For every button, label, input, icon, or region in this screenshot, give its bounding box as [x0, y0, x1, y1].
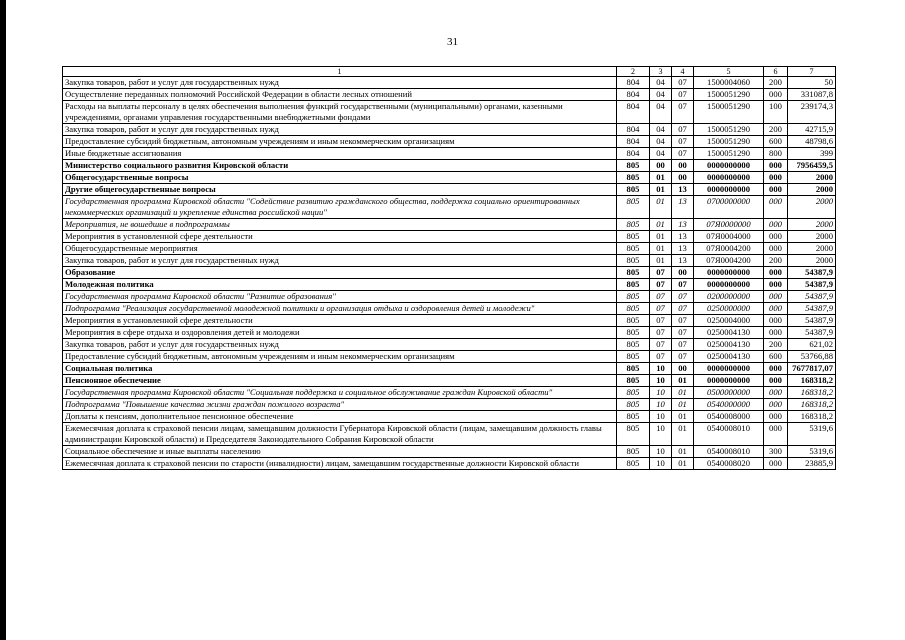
- row-name-cell: Мероприятия в сфере отдыха и оздоровления детей и молодежи: [63, 327, 617, 339]
- row-amount-cell: 2000: [788, 184, 836, 196]
- row-section-cell: 10: [650, 446, 672, 458]
- table-row: [63, 136, 836, 148]
- row-expense-type-cell: 800: [764, 148, 788, 160]
- row-admin-code-cell: 805: [617, 172, 650, 184]
- row-name-cell: Мероприятия в установленной сфере деятельности: [63, 315, 617, 327]
- row-subsection-cell: 01: [672, 375, 694, 387]
- table-row: [63, 351, 836, 363]
- row-admin-code-cell: 805: [617, 243, 650, 255]
- row-expense-type-cell: 200: [764, 255, 788, 267]
- row-admin-code-cell: 805: [617, 255, 650, 267]
- row-expense-type-cell: 000: [764, 303, 788, 315]
- row-section-cell: 07: [650, 267, 672, 279]
- row-subsection-cell: 01: [672, 423, 694, 446]
- row-target-code-cell: 0000000000: [694, 160, 764, 172]
- header-cell: 7: [788, 67, 836, 77]
- row-target-code-cell: 0540008000: [694, 411, 764, 423]
- row-admin-code-cell: 805: [617, 327, 650, 339]
- row-amount-cell: 54387,9: [788, 279, 836, 291]
- scan-edge-bar: [0, 0, 6, 640]
- row-section-cell: 04: [650, 101, 672, 124]
- row-admin-code-cell: 805: [617, 351, 650, 363]
- row-admin-code-cell: 804: [617, 136, 650, 148]
- row-name-cell: Государственная программа Кировской области "Социальная поддержка и социальное обслуживание граждан Кировской области": [63, 387, 617, 399]
- row-name-cell: Осуществление переданных полномочий Российской Федерации в области лесных отношений: [63, 89, 617, 101]
- row-expense-type-cell: 200: [764, 124, 788, 136]
- row-subsection-cell: 07: [672, 124, 694, 136]
- row-expense-type-cell: 000: [764, 196, 788, 219]
- row-section-cell: 07: [650, 351, 672, 363]
- row-admin-code-cell: 805: [617, 423, 650, 446]
- row-section-cell: 04: [650, 77, 672, 89]
- row-name-cell: Общегосударственные вопросы: [63, 172, 617, 184]
- row-expense-type-cell: 000: [764, 363, 788, 375]
- row-admin-code-cell: 805: [617, 375, 650, 387]
- row-amount-cell: 168318,2: [788, 387, 836, 399]
- table-row: [63, 458, 836, 470]
- row-target-code-cell: 1500051290: [694, 89, 764, 101]
- row-expense-type-cell: 000: [764, 411, 788, 423]
- row-section-cell: 07: [650, 327, 672, 339]
- header-cell: 1: [63, 67, 617, 77]
- row-name-cell: Расходы на выплаты персоналу в целях обеспечения выполнения функций государственными (муниципальными) органами, казенными учреждениями, органами управления государственными внебюджетными фондами: [63, 101, 617, 124]
- table-row: [63, 327, 836, 339]
- row-amount-cell: 48798,6: [788, 136, 836, 148]
- row-admin-code-cell: 805: [617, 184, 650, 196]
- row-subsection-cell: 01: [672, 399, 694, 411]
- row-name-cell: Доплаты к пенсиям, дополнительное пенсионное обеспечение: [63, 411, 617, 423]
- row-subsection-cell: 01: [672, 387, 694, 399]
- row-target-code-cell: 0250004130: [694, 339, 764, 351]
- row-subsection-cell: 01: [672, 411, 694, 423]
- row-section-cell: 04: [650, 148, 672, 160]
- row-name-cell: Закупка товаров, работ и услуг для государственных нужд: [63, 339, 617, 351]
- row-expense-type-cell: 000: [764, 458, 788, 470]
- table-row: [63, 387, 836, 399]
- table-row: [63, 219, 836, 231]
- row-admin-code-cell: 804: [617, 124, 650, 136]
- table-row: [63, 315, 836, 327]
- row-expense-type-cell: 000: [764, 267, 788, 279]
- row-amount-cell: 2000: [788, 231, 836, 243]
- table-row: [63, 423, 836, 446]
- table-row: [63, 399, 836, 411]
- row-admin-code-cell: 805: [617, 219, 650, 231]
- row-target-code-cell: 07Я0004200: [694, 255, 764, 267]
- row-subsection-cell: 07: [672, 136, 694, 148]
- row-section-cell: 10: [650, 411, 672, 423]
- row-target-code-cell: 0250004130: [694, 351, 764, 363]
- row-name-cell: Предоставление субсидий бюджетным, автономным учреждениям и иным некоммерческим организациям: [63, 351, 617, 363]
- row-target-code-cell: 0000000000: [694, 184, 764, 196]
- row-section-cell: 04: [650, 124, 672, 136]
- row-subsection-cell: 07: [672, 303, 694, 315]
- table-row: [63, 172, 836, 184]
- row-admin-code-cell: 804: [617, 148, 650, 160]
- row-expense-type-cell: 600: [764, 136, 788, 148]
- row-subsection-cell: 00: [672, 160, 694, 172]
- row-admin-code-cell: 805: [617, 315, 650, 327]
- row-subsection-cell: 07: [672, 279, 694, 291]
- row-section-cell: 10: [650, 387, 672, 399]
- row-name-cell: Пенсионное обеспечение: [63, 375, 617, 387]
- row-section-cell: 01: [650, 184, 672, 196]
- row-subsection-cell: 13: [672, 243, 694, 255]
- row-name-cell: Подпрограмма "Повышение качества жизни граждан пожилого возраста": [63, 399, 617, 411]
- row-admin-code-cell: 804: [617, 101, 650, 124]
- row-admin-code-cell: 805: [617, 196, 650, 219]
- table-row: [63, 446, 836, 458]
- row-section-cell: 04: [650, 89, 672, 101]
- row-section-cell: 10: [650, 399, 672, 411]
- row-target-code-cell: 0540008010: [694, 423, 764, 446]
- row-amount-cell: 23885,9: [788, 458, 836, 470]
- row-section-cell: 07: [650, 339, 672, 351]
- row-expense-type-cell: 200: [764, 339, 788, 351]
- row-expense-type-cell: 000: [764, 387, 788, 399]
- row-amount-cell: 54387,9: [788, 303, 836, 315]
- row-target-code-cell: 1500051290: [694, 148, 764, 160]
- row-name-cell: Закупка товаров, работ и услуг для государственных нужд: [63, 124, 617, 136]
- row-target-code-cell: 0700000000: [694, 196, 764, 219]
- row-section-cell: 01: [650, 255, 672, 267]
- row-amount-cell: 53766,88: [788, 351, 836, 363]
- row-amount-cell: 2000: [788, 255, 836, 267]
- row-subsection-cell: 07: [672, 291, 694, 303]
- row-section-cell: 01: [650, 219, 672, 231]
- row-admin-code-cell: 805: [617, 411, 650, 423]
- row-amount-cell: 7956459,5: [788, 160, 836, 172]
- row-expense-type-cell: 000: [764, 243, 788, 255]
- row-target-code-cell: 0540008010: [694, 446, 764, 458]
- row-section-cell: 10: [650, 458, 672, 470]
- row-subsection-cell: 07: [672, 77, 694, 89]
- row-expense-type-cell: 000: [764, 315, 788, 327]
- row-expense-type-cell: 000: [764, 172, 788, 184]
- row-subsection-cell: 01: [672, 446, 694, 458]
- table-row: [63, 231, 836, 243]
- row-target-code-cell: 0500000000: [694, 387, 764, 399]
- row-admin-code-cell: 805: [617, 303, 650, 315]
- row-expense-type-cell: 000: [764, 291, 788, 303]
- row-target-code-cell: 1500051290: [694, 124, 764, 136]
- row-target-code-cell: 0000000000: [694, 172, 764, 184]
- table-row: [63, 160, 836, 172]
- row-target-code-cell: 07Я0004000: [694, 231, 764, 243]
- row-expense-type-cell: 300: [764, 446, 788, 458]
- row-name-cell: Иные бюджетные ассигнования: [63, 148, 617, 160]
- row-target-code-cell: 0000000000: [694, 363, 764, 375]
- row-amount-cell: 621,02: [788, 339, 836, 351]
- row-amount-cell: 50: [788, 77, 836, 89]
- row-name-cell: Министерство социального развития Кировской области: [63, 160, 617, 172]
- row-expense-type-cell: 100: [764, 101, 788, 124]
- row-target-code-cell: 0000000000: [694, 375, 764, 387]
- row-subsection-cell: 00: [672, 363, 694, 375]
- row-subsection-cell: 07: [672, 327, 694, 339]
- row-subsection-cell: 07: [672, 89, 694, 101]
- row-section-cell: 00: [650, 160, 672, 172]
- row-section-cell: 07: [650, 303, 672, 315]
- row-amount-cell: 2000: [788, 219, 836, 231]
- row-name-cell: Ежемесячная доплата к страховой пенсии лицам, замещавшим должности Губернатора Кировской области (лицам, замещавшим должность главы администрации Кировской области) и Председателя Законодательного Собрания Кировской области: [63, 423, 617, 446]
- row-amount-cell: 42715,9: [788, 124, 836, 136]
- row-expense-type-cell: 000: [764, 279, 788, 291]
- table-body: [63, 77, 836, 470]
- table-row: [63, 279, 836, 291]
- row-subsection-cell: 13: [672, 255, 694, 267]
- row-target-code-cell: 0250004000: [694, 315, 764, 327]
- row-subsection-cell: 00: [672, 172, 694, 184]
- row-section-cell: 10: [650, 363, 672, 375]
- row-admin-code-cell: 805: [617, 291, 650, 303]
- row-expense-type-cell: 600: [764, 351, 788, 363]
- row-amount-cell: 168318,2: [788, 375, 836, 387]
- row-amount-cell: 54387,9: [788, 327, 836, 339]
- row-amount-cell: 2000: [788, 172, 836, 184]
- row-section-cell: 01: [650, 196, 672, 219]
- row-admin-code-cell: 805: [617, 279, 650, 291]
- row-section-cell: 01: [650, 231, 672, 243]
- row-section-cell: 01: [650, 172, 672, 184]
- row-expense-type-cell: 000: [764, 375, 788, 387]
- row-target-code-cell: 0540008020: [694, 458, 764, 470]
- table-row: [63, 363, 836, 375]
- row-admin-code-cell: 805: [617, 446, 650, 458]
- row-expense-type-cell: 000: [764, 160, 788, 172]
- row-admin-code-cell: 805: [617, 339, 650, 351]
- row-subsection-cell: 13: [672, 231, 694, 243]
- row-target-code-cell: 1500051290: [694, 136, 764, 148]
- header-cell: 3: [650, 67, 672, 77]
- row-name-cell: Социальное обеспечение и иные выплаты населению: [63, 446, 617, 458]
- row-admin-code-cell: 805: [617, 399, 650, 411]
- row-subsection-cell: 07: [672, 315, 694, 327]
- row-target-code-cell: 0000000000: [694, 267, 764, 279]
- row-amount-cell: 168318,2: [788, 411, 836, 423]
- row-amount-cell: 239174,3: [788, 101, 836, 124]
- table-row: [63, 411, 836, 423]
- row-admin-code-cell: 805: [617, 387, 650, 399]
- row-admin-code-cell: 804: [617, 77, 650, 89]
- row-section-cell: 07: [650, 315, 672, 327]
- table-row: [63, 101, 836, 124]
- row-name-cell: Общегосударственные мероприятия: [63, 243, 617, 255]
- row-name-cell: Молодежная политика: [63, 279, 617, 291]
- row-amount-cell: 54387,9: [788, 267, 836, 279]
- row-subsection-cell: 07: [672, 339, 694, 351]
- table-row: [63, 77, 836, 89]
- table-row: [63, 339, 836, 351]
- table-row: [63, 291, 836, 303]
- row-target-code-cell: 07Я0000000: [694, 219, 764, 231]
- row-expense-type-cell: 000: [764, 423, 788, 446]
- header-cell: 4: [672, 67, 694, 77]
- row-admin-code-cell: 805: [617, 458, 650, 470]
- row-name-cell: Закупка товаров, работ и услуг для государственных нужд: [63, 255, 617, 267]
- row-name-cell: Ежемесячная доплата к страховой пенсии по старости (инвалидности) лицам, замещавшим государственные должности Кировской области: [63, 458, 617, 470]
- row-name-cell: Социальная политика: [63, 363, 617, 375]
- row-subsection-cell: 13: [672, 219, 694, 231]
- row-target-code-cell: 0250000000: [694, 303, 764, 315]
- row-subsection-cell: 07: [672, 101, 694, 124]
- row-name-cell: Государственная программа Кировской области "Содействие развитию гражданского общества, поддержка социально ориентированных некоммерческих организаций и укрепление единства российской нации": [63, 196, 617, 219]
- row-name-cell: Закупка товаров, работ и услуг для государственных нужд: [63, 77, 617, 89]
- row-section-cell: 10: [650, 375, 672, 387]
- row-amount-cell: 331087,8: [788, 89, 836, 101]
- row-name-cell: Предоставление субсидий бюджетным, автономным учреждениям и иным некоммерческим организациям: [63, 136, 617, 148]
- row-amount-cell: 168318,2: [788, 399, 836, 411]
- row-target-code-cell: 0250004130: [694, 327, 764, 339]
- table-row: [63, 148, 836, 160]
- row-target-code-cell: 07Я0004200: [694, 243, 764, 255]
- row-name-cell: Подпрограмма "Реализация государственной молодежной политики и организация отдыха и оздоровления детей и молодежи": [63, 303, 617, 315]
- row-admin-code-cell: 804: [617, 89, 650, 101]
- row-admin-code-cell: 805: [617, 267, 650, 279]
- table-row: [63, 255, 836, 267]
- row-amount-cell: 399: [788, 148, 836, 160]
- row-amount-cell: 7677817,07: [788, 363, 836, 375]
- row-section-cell: 10: [650, 423, 672, 446]
- row-expense-type-cell: 200: [764, 77, 788, 89]
- row-amount-cell: 2000: [788, 243, 836, 255]
- header-cell: 2: [617, 67, 650, 77]
- row-admin-code-cell: 805: [617, 160, 650, 172]
- table-row: [63, 303, 836, 315]
- table-row: [63, 124, 836, 136]
- row-amount-cell: 2000: [788, 196, 836, 219]
- row-expense-type-cell: 000: [764, 184, 788, 196]
- table-row: [63, 243, 836, 255]
- row-amount-cell: 5319,6: [788, 446, 836, 458]
- row-subsection-cell: 00: [672, 267, 694, 279]
- row-target-code-cell: 0540000000: [694, 399, 764, 411]
- table-row: [63, 267, 836, 279]
- row-name-cell: Мероприятия, не вошедшие в подпрограммы: [63, 219, 617, 231]
- row-name-cell: Государственная программа Кировской области "Развитие образования": [63, 291, 617, 303]
- row-target-code-cell: 1500004060: [694, 77, 764, 89]
- row-amount-cell: 5319,6: [788, 423, 836, 446]
- row-expense-type-cell: 000: [764, 399, 788, 411]
- row-name-cell: Мероприятия в установленной сфере деятельности: [63, 231, 617, 243]
- page-number: 31: [447, 36, 458, 48]
- row-expense-type-cell: 000: [764, 327, 788, 339]
- row-target-code-cell: 0000000000: [694, 279, 764, 291]
- row-amount-cell: 54387,9: [788, 315, 836, 327]
- row-target-code-cell: 0200000000: [694, 291, 764, 303]
- header-cell: 6: [764, 67, 788, 77]
- row-section-cell: 07: [650, 279, 672, 291]
- row-admin-code-cell: 805: [617, 231, 650, 243]
- table-row: [63, 375, 836, 387]
- row-expense-type-cell: 000: [764, 231, 788, 243]
- row-expense-type-cell: 000: [764, 89, 788, 101]
- row-subsection-cell: 07: [672, 148, 694, 160]
- row-name-cell: Другие общегосударственные вопросы: [63, 184, 617, 196]
- row-expense-type-cell: 000: [764, 219, 788, 231]
- header-row: [63, 67, 836, 77]
- row-subsection-cell: 01: [672, 458, 694, 470]
- row-section-cell: 07: [650, 291, 672, 303]
- row-subsection-cell: 07: [672, 351, 694, 363]
- header-cell: 5: [694, 67, 764, 77]
- table-row: [63, 184, 836, 196]
- row-subsection-cell: 13: [672, 184, 694, 196]
- row-subsection-cell: 13: [672, 196, 694, 219]
- row-admin-code-cell: 805: [617, 363, 650, 375]
- row-name-cell: Образование: [63, 267, 617, 279]
- row-section-cell: 01: [650, 243, 672, 255]
- row-target-code-cell: 1500051290: [694, 101, 764, 124]
- table-row: [63, 196, 836, 219]
- table-row: [63, 89, 836, 101]
- row-amount-cell: 54387,9: [788, 291, 836, 303]
- row-section-cell: 04: [650, 136, 672, 148]
- budget-table: [62, 66, 836, 470]
